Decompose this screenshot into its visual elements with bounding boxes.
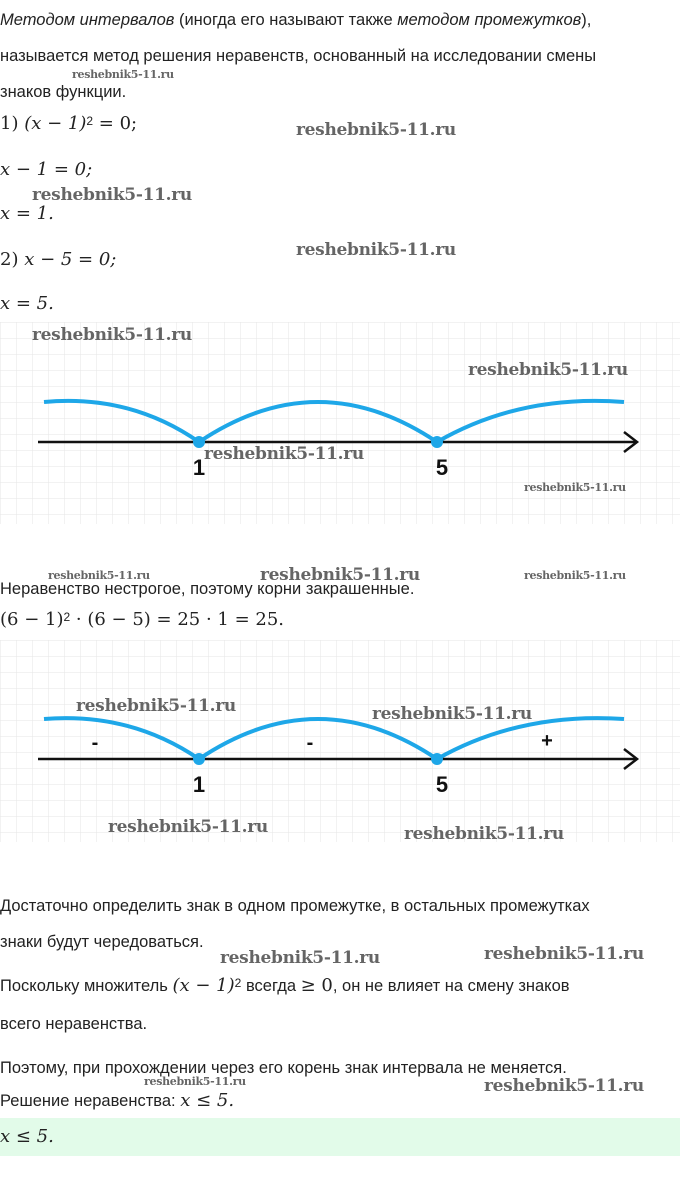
- tick-label-5: 5: [435, 772, 449, 797]
- watermark: reshebnik5-11.ru: [108, 817, 268, 837]
- watermark: reshebnik5-11.ru: [32, 185, 192, 205]
- root-point-1: [193, 753, 205, 765]
- intro-line-1: Методом интервалов (иногда его называют также методом промежутков),: [0, 11, 592, 29]
- watermark: reshebnik5-11.ru: [32, 325, 192, 345]
- para-line-1: Достаточно определить знак в одном промежутке, в остальных промежутках: [0, 897, 590, 915]
- term-gap-method: методом промежутков: [397, 11, 582, 29]
- tick-label-1: 1: [192, 772, 206, 797]
- watermark: reshebnik5-11.ru: [404, 824, 564, 844]
- root-point-5: [431, 436, 443, 448]
- watermark: reshebnik5-11.ru: [72, 68, 174, 81]
- step-1-root: x = 1.: [0, 203, 54, 224]
- sign-right-interval: +: [541, 730, 553, 752]
- watermark: reshebnik5-11.ru: [484, 1076, 644, 1096]
- answer-box: [0, 1118, 680, 1156]
- step-2-root: x = 5.: [0, 293, 54, 314]
- step-1-equation: 1) $(x - 1)^2 = 0$;: [0, 113, 138, 134]
- number-line-graph-2: [0, 640, 680, 842]
- watermark: reshebnik5-11.ru: [220, 948, 380, 968]
- test-value-calculation: $(6 - 1)^2 \cdot (6 - 5) = 25 \cdot 1 = 25$.: [0, 609, 285, 630]
- watermark: reshebnik5-11.ru: [372, 704, 532, 724]
- grid-background: [0, 640, 680, 842]
- watermark: reshebnik5-11.ru: [48, 569, 150, 582]
- watermark: reshebnik5-11.ru: [76, 696, 236, 716]
- sign-left-interval: -: [91, 732, 99, 754]
- tick-label-1: 1: [192, 455, 206, 480]
- para-line-5: Поэтому, при прохождении через его корень знак интервала не меняется.: [0, 1059, 567, 1077]
- watermark: reshebnik5-11.ru: [144, 1075, 246, 1088]
- intro-line-3: знаков функции.: [0, 83, 127, 101]
- term-interval-method: Методом интервалов: [0, 11, 175, 29]
- watermark: reshebnik5-11.ru: [296, 120, 456, 140]
- watermark: reshebnik5-11.ru: [484, 944, 644, 964]
- para-line-4: всего неравенства.: [0, 1015, 148, 1033]
- step-1-linear: x − 1 = 0;: [0, 159, 93, 180]
- solution-line: Решение неравенства: x ≤ 5.: [0, 1090, 235, 1111]
- root-point-5: [431, 753, 443, 765]
- watermark: reshebnik5-11.ru: [524, 481, 626, 494]
- watermark: reshebnik5-11.ru: [468, 360, 628, 380]
- nonstrict-note: Неравенство нестрогое, поэтому корни закрашенные.: [0, 580, 415, 598]
- answer-text: x ≤ 5.: [0, 1126, 54, 1147]
- watermark: reshebnik5-11.ru: [296, 240, 456, 260]
- para-line-3: Поскольку множитель $(x - 1)^2$ всегда ≥ 0, он не влияет на смену знаков: [0, 975, 570, 996]
- para-line-2: знаки будут чередоваться.: [0, 933, 204, 951]
- sign-middle-interval: -: [306, 732, 314, 754]
- tick-label-5: 5: [435, 455, 449, 480]
- watermark: reshebnik5-11.ru: [524, 569, 626, 582]
- step-2-equation: 2) x − 5 = 0;: [0, 249, 117, 270]
- watermark: reshebnik5-11.ru: [204, 444, 364, 464]
- intro-line-2: называется метод решения неравенств, основанный на исследовании смены: [0, 47, 597, 65]
- watermark: reshebnik5-11.ru: [260, 565, 420, 585]
